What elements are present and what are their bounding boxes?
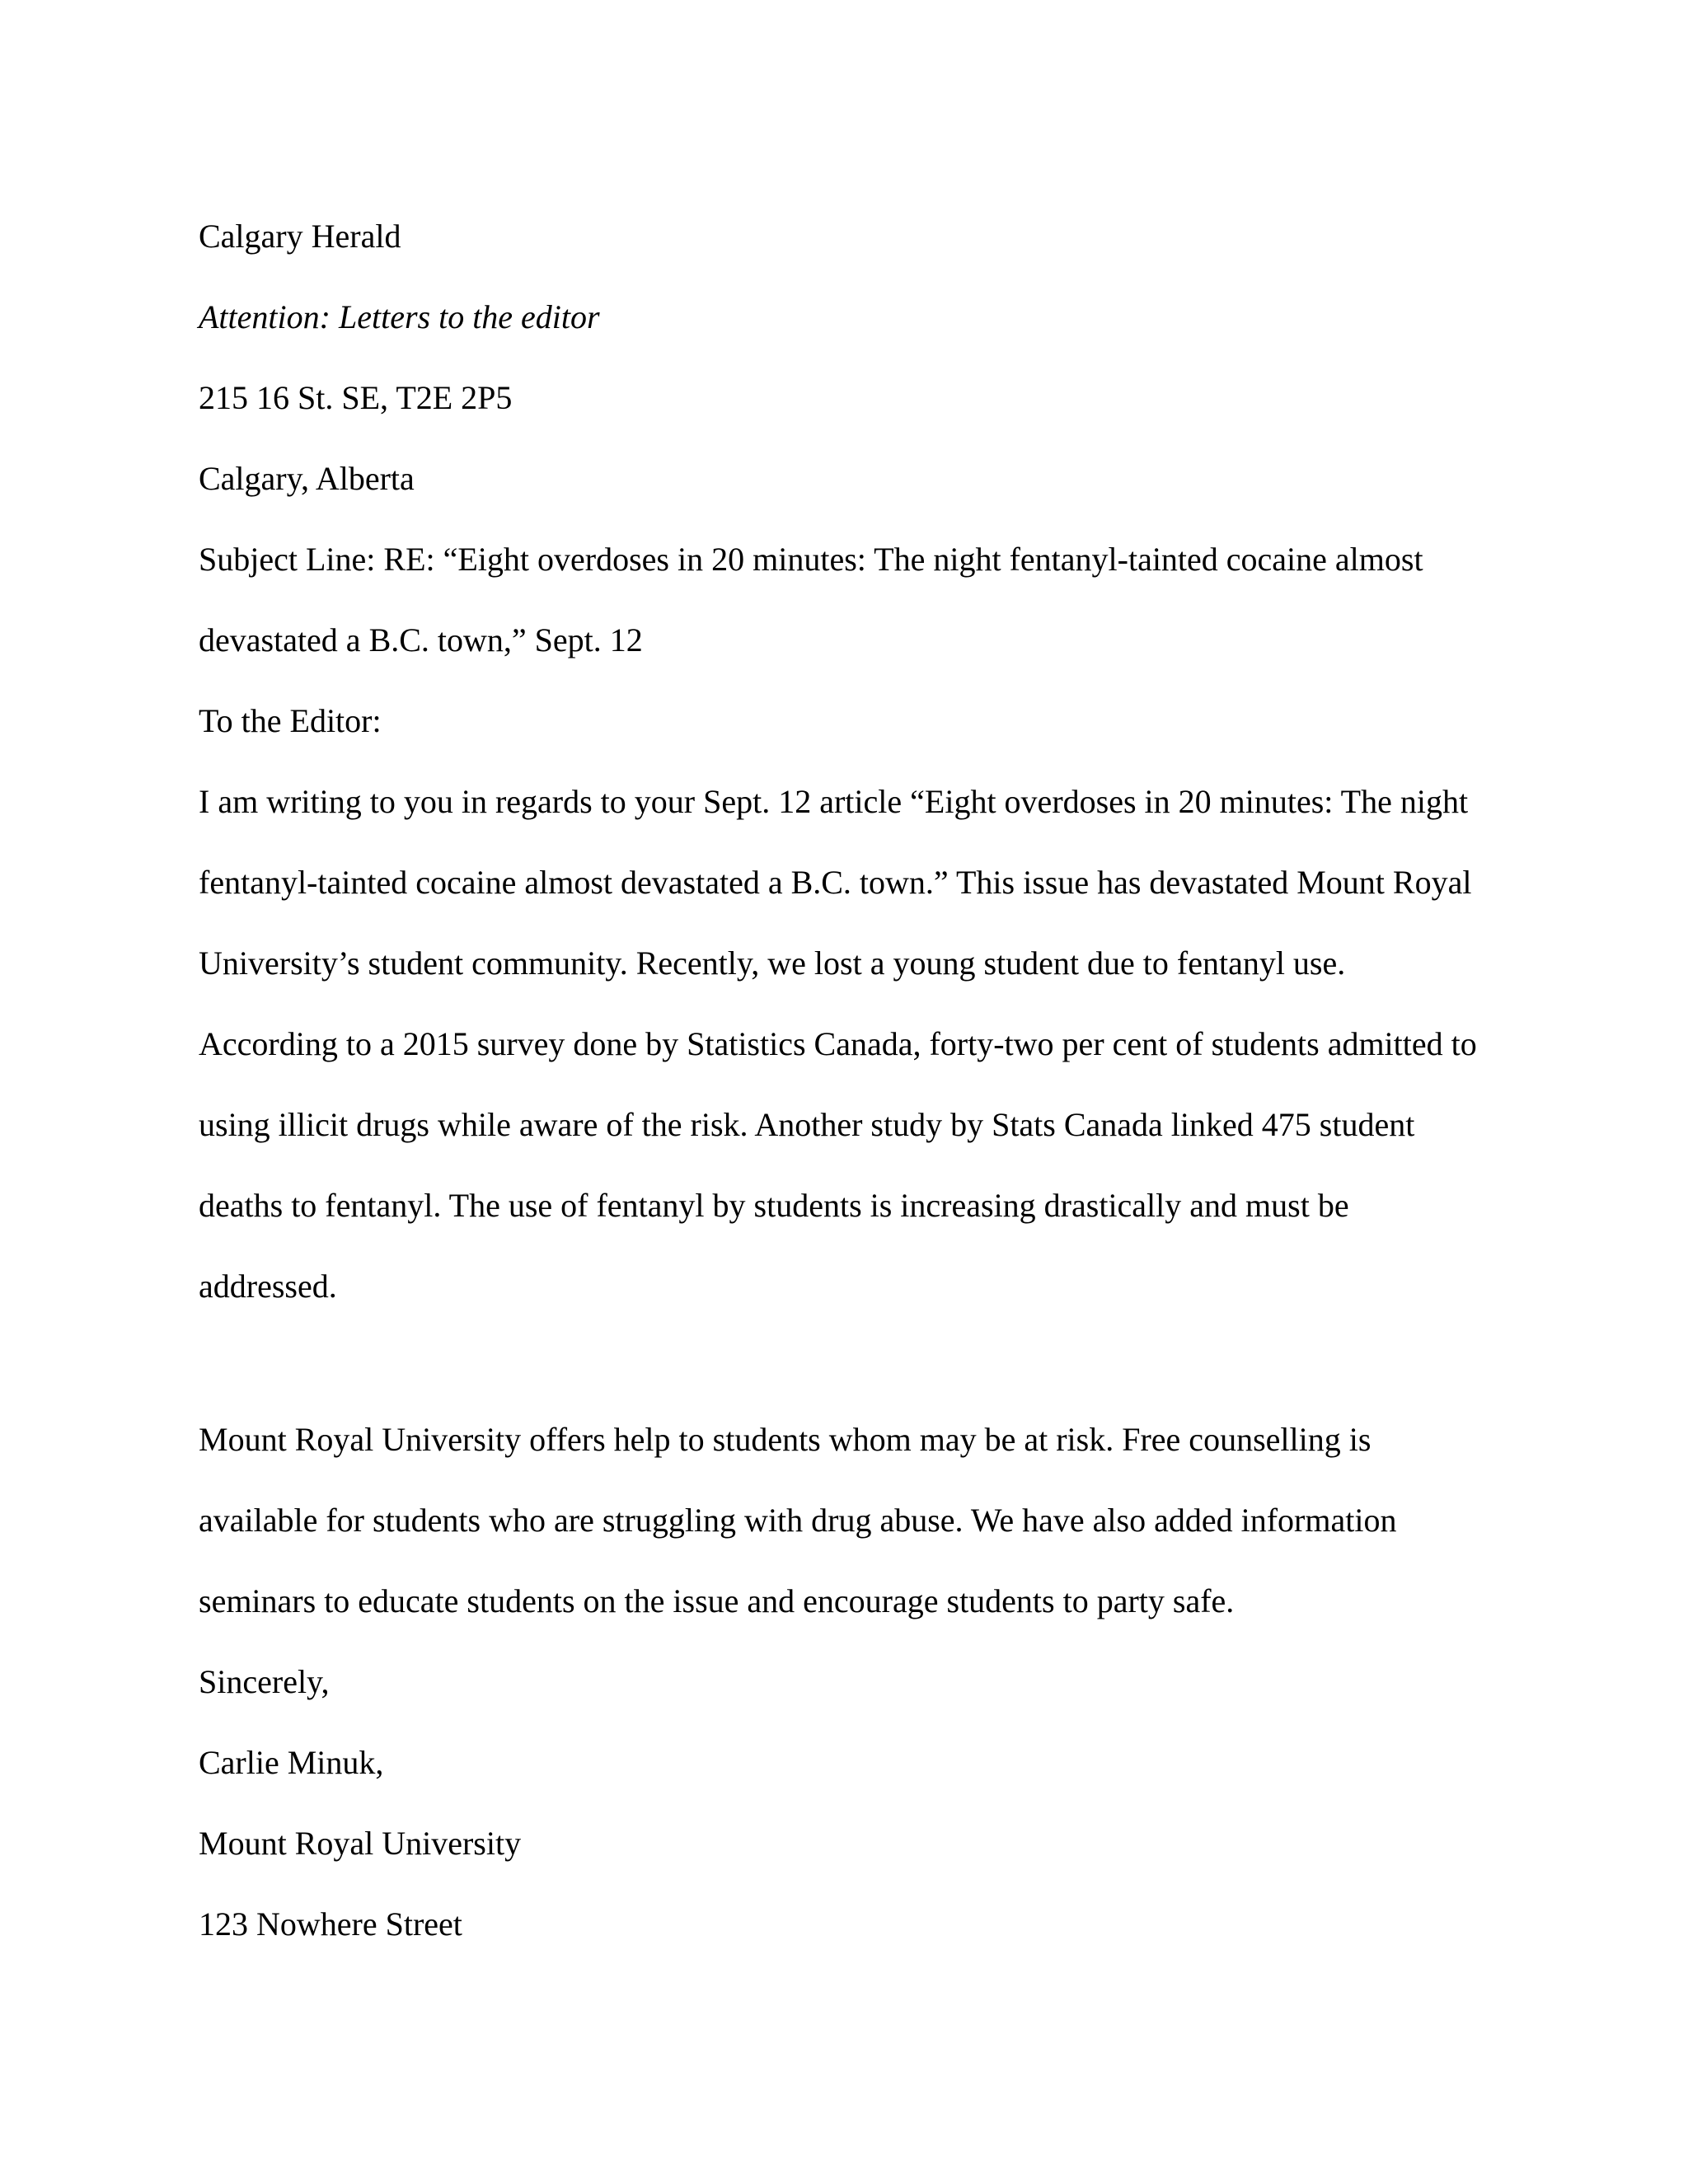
recipient-address: 215 16 St. SE, T2E 2P5 xyxy=(199,379,513,416)
sender-street: 123 Nowhere Street xyxy=(199,1905,462,1943)
sender-name: Carlie Minuk, xyxy=(199,1744,384,1781)
recipient-city: Calgary, Alberta xyxy=(199,460,415,497)
paragraph-line: addressed. xyxy=(199,1268,337,1305)
recipient-attention: Attention: Letters to the editor xyxy=(199,298,600,335)
paragraph-line: I am writing to you in regards to your Sept. 12 article “Eight overdoses in 20 minutes: The night xyxy=(199,783,1469,820)
paragraph-line: seminars to educate students on the issue and encourage students to party safe. xyxy=(199,1582,1235,1619)
valediction: Sincerely, xyxy=(199,1663,330,1700)
paragraph-spacer xyxy=(199,1327,1517,1399)
paragraph-line: Mount Royal University offers help to students whom may be at risk. Free counselling is xyxy=(199,1421,1372,1458)
paragraph-line: available for students who are struggling with drug abuse. We have also added information xyxy=(199,1502,1397,1539)
subject-line-2: devastated a B.C. town,” Sept. 12 xyxy=(199,621,643,658)
paragraph-line: University’s student community. Recently, we lost a young student due to fentanyl use. xyxy=(199,944,1346,982)
body-paragraph-1 xyxy=(199,762,1517,1327)
paragraph-line: deaths to fentanyl. The use of fentanyl by students is increasing drastically and must be xyxy=(199,1187,1349,1224)
sender-organization: Mount Royal University xyxy=(199,1825,522,1862)
paragraph-line: According to a 2015 survey done by Statistics Canada, forty-two per cent of students admitted to xyxy=(199,1025,1477,1062)
recipient-name: Calgary Herald xyxy=(199,218,401,255)
salutation: To the Editor: xyxy=(199,702,382,739)
paragraph-line: using illicit drugs while aware of the risk. Another study by Stats Canada linked 475 student xyxy=(199,1106,1415,1143)
subject-line-1: Subject Line: RE: “Eight overdoses in 20 minutes: The night fentanyl-tainted cocaine almost xyxy=(199,541,1423,578)
subject-line xyxy=(199,519,1517,681)
letter-content xyxy=(199,196,1517,1965)
body-paragraph-2 xyxy=(199,1399,1517,1642)
paragraph-line: fentanyl-tainted cocaine almost devastated a B.C. town.” This issue has devastated Mount Royal xyxy=(199,864,1472,901)
